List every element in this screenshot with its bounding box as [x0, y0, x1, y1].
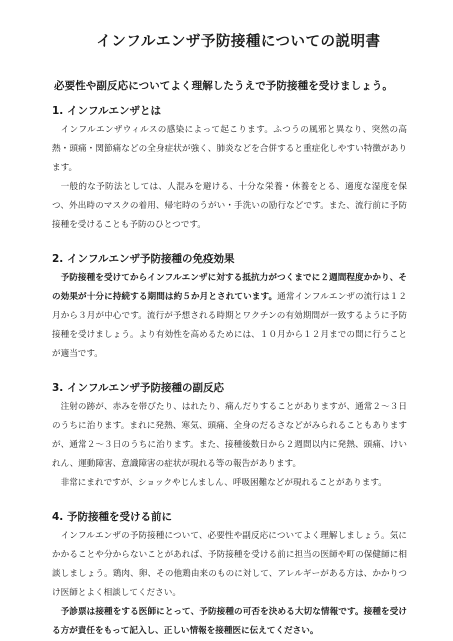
paragraph: 非常にまれですが、ショックやじんましん、呼吸困難などが現れることがあります。 [60, 478, 387, 488]
section-side-effects [52, 380, 407, 493]
section-heading: 4. 予防接種を受ける前に [52, 511, 172, 523]
paragraph-text: 通常インフルエンザの流行は１２月から３月が中心です。流行が予想される時期とワクチンの有効期間が一致するように予防接種を受けましょう。より有効性を高めるためには、１０月から１２月までの間に行うことが適当です。 [52, 292, 407, 359]
section-heading: 3. インフルエンザ予防接種の副反応 [52, 382, 225, 394]
document-title: インフルエンザ予防接種についての説明書 [96, 34, 381, 50]
paragraph: インフルエンザの予防接種について、必要性や副反応についてよく理解しましょう。気にかかることや分からないことがあれば、予防接種を受ける前に担当の医師や町の保健師に相談しましょう。鶏肉、卵、その他鶏由来のものに対して、アレルギーがある方は、かかりつけ医師とよく相談してください。 [52, 531, 407, 598]
section-before-vaccination [52, 509, 407, 641]
section-heading: 1. インフルエンザとは [52, 105, 162, 117]
paragraph [52, 269, 407, 364]
section-heading: 2. インフルエンザ予防接種の免疫効果 [52, 253, 235, 265]
section-influenza [52, 103, 407, 235]
paragraph: 注射の跡が、赤みを帯びたり、はれたり、痛んだりすることがありますが、通常２～３日のうちに治ります。まれに発熱、寒気、頭痛、全身のだるさなどがみられることもありますが、通常２～３日のうちに治ります。また、接種後数日から２週間以内に発熱、頭痛、けいれん、運動障害、意識障害の症状が現れる等の報告があります。 [52, 402, 407, 469]
paragraph: 一般的な予防法としては、人混みを避ける、十分な栄養・休養をとる、適度な湿度を保つ、外出時のマスクの着用、帰宅時のうがい・手洗いの励行などです。また、流行前に予防接種を受けることも予防のひとつです。 [52, 182, 407, 230]
section-immunity [52, 251, 407, 364]
intro-text: 必要性や副反応についてよく理解したうえで予防接種を受けましょう。 [54, 80, 393, 92]
paragraph-bold: 予診票は接種をする医師にとって、予防接種の可否を決める大切な情報です。接種を受ける方が責任をもって記入し、正しい情報を接種医に伝えてください。 [52, 607, 407, 636]
bold-text: 予防接種を受けてからインフルエンザに対する抵抗力がつくまでに２週間程度かかり、その効果が十分に持続する期間は約５か月とされています。 [52, 273, 407, 302]
paragraph: インフルエンザウィルスの感染によって起こります。ふつうの風邪と異なり、突然の高熱・頭痛・関節痛などの全身症状が強く、肺炎などを合併すると重症化しやすい特徴があります。 [52, 125, 407, 173]
